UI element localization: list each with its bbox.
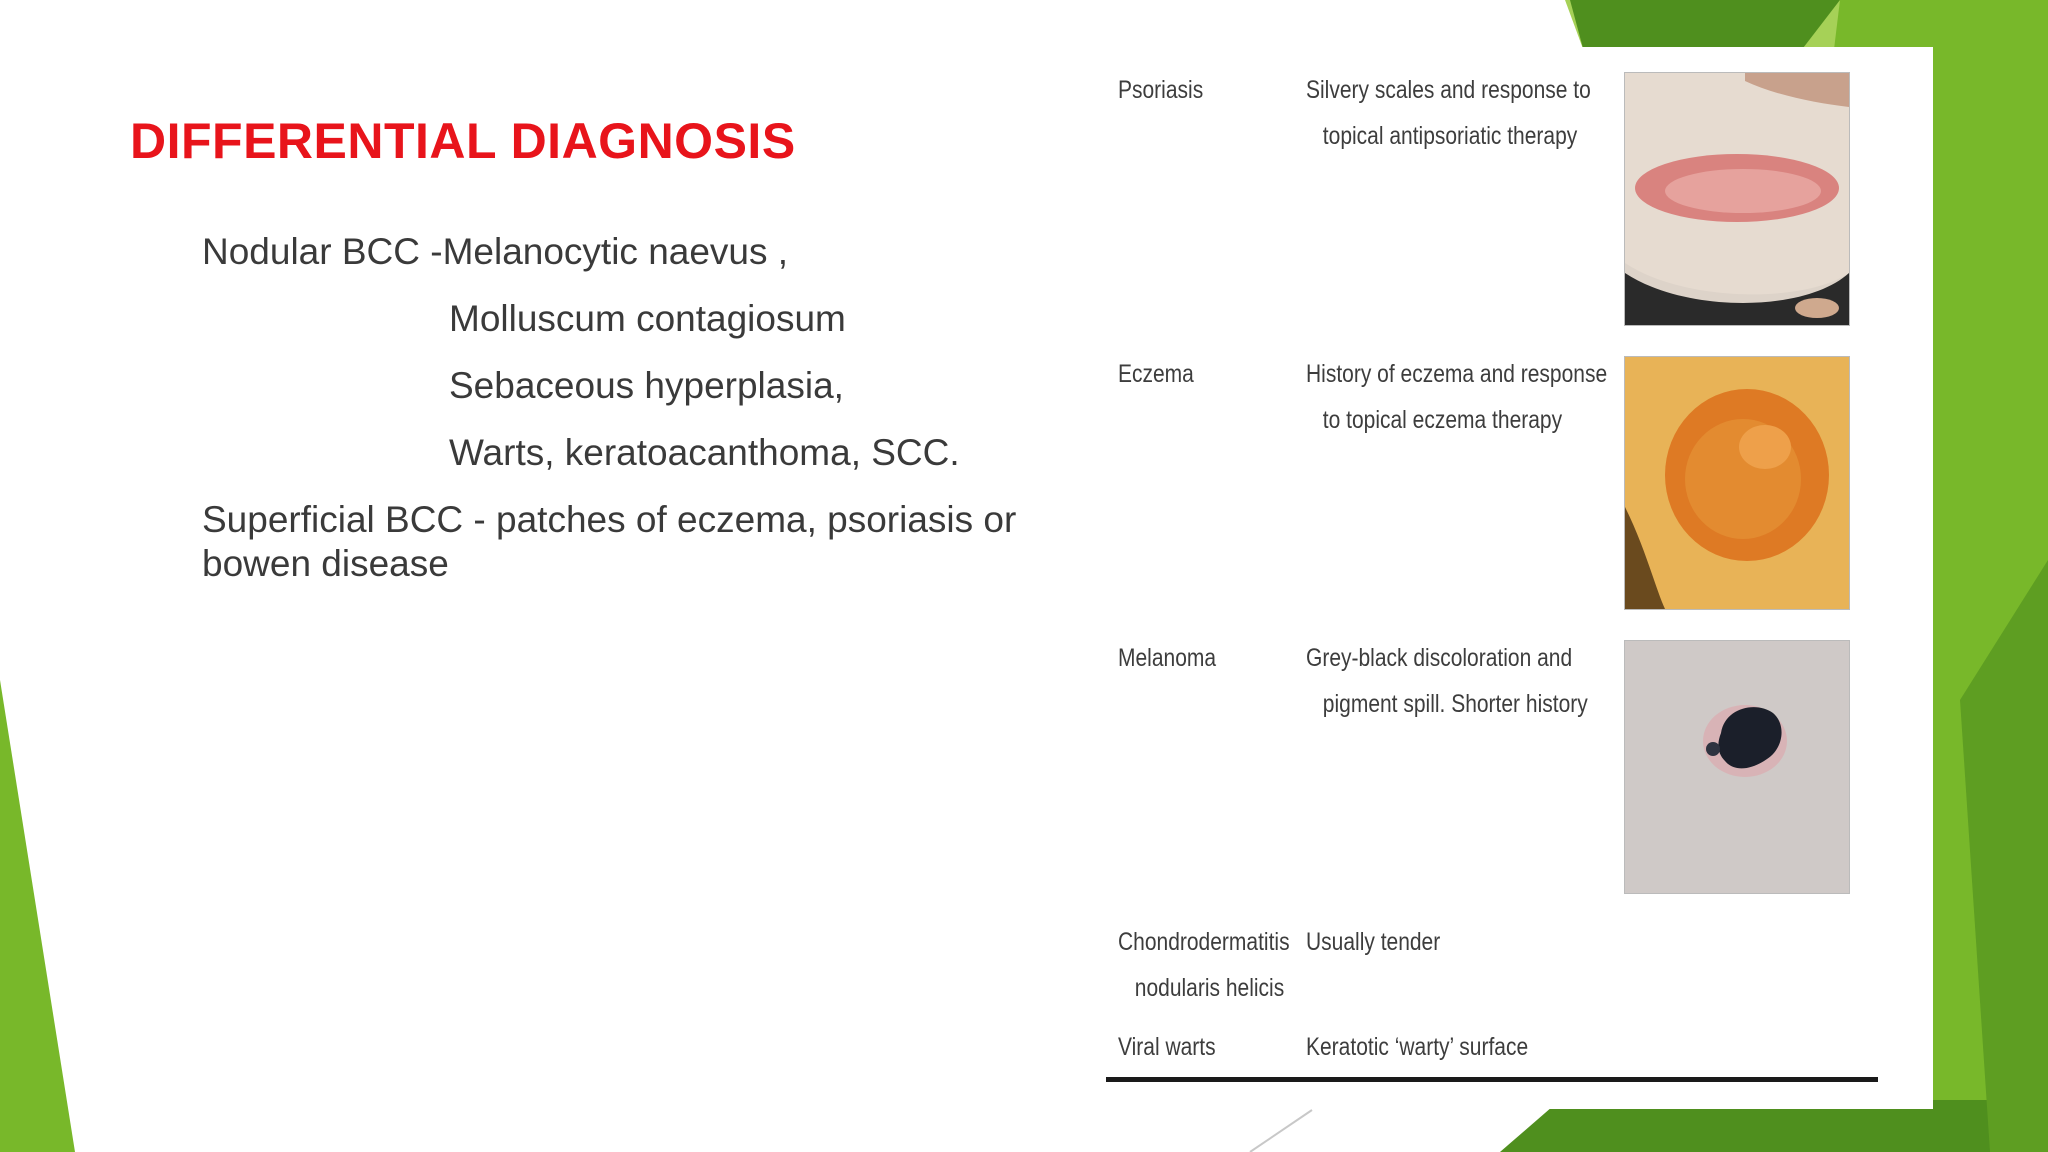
bullet-superficial-bcc: Superficial BCC - patches of eczema, psoriasis or xyxy=(202,499,1017,540)
condition-name: Chondrodermatitis xyxy=(1118,928,1290,956)
faint-divider-line xyxy=(1250,1110,1312,1152)
feature-cell xyxy=(1306,635,1588,727)
feature-cell xyxy=(1306,1024,1528,1070)
condition-name: Eczema xyxy=(1118,360,1194,388)
condition-cell xyxy=(1118,919,1290,1011)
left-edge-green-shape xyxy=(0,680,75,1152)
slide-title: DIFFERENTIAL DIAGNOSIS xyxy=(130,113,796,169)
feature-text: Keratotic ‘warty’ surface xyxy=(1306,1033,1529,1061)
feature-text-continued: pigment spill. Shorter history xyxy=(1322,690,1588,718)
bullet-sebaceous: Sebaceous hyperplasia, xyxy=(449,365,844,406)
feature-text-continued: topical antipsoriatic therapy xyxy=(1322,122,1578,150)
condition-name-continued: nodularis helicis xyxy=(1134,974,1285,1002)
melanoma-photo xyxy=(1624,640,1850,894)
differential-diagnosis-table-figure xyxy=(1088,47,1933,1109)
feature-cell xyxy=(1306,919,1440,965)
condition-cell xyxy=(1118,635,1216,681)
bullet-superficial-bcc-continued: bowen disease xyxy=(202,543,449,584)
thumb-shape xyxy=(1795,298,1839,318)
condition-cell xyxy=(1118,67,1203,113)
bullet-nodular-bcc: Nodular BCC -Melanocytic naevus , xyxy=(202,231,789,272)
eczema-photo xyxy=(1624,356,1850,610)
feature-text: Grey-black discoloration and xyxy=(1306,644,1573,672)
feature-cell xyxy=(1306,67,1591,159)
feature-cell xyxy=(1306,351,1607,443)
condition-name: Viral warts xyxy=(1118,1033,1216,1061)
eczema-highlight xyxy=(1739,425,1791,469)
melanoma-skin-image xyxy=(1625,641,1849,893)
feature-text: Usually tender xyxy=(1306,928,1441,956)
feature-text-continued: to topical eczema therapy xyxy=(1322,406,1563,434)
pigment-spill xyxy=(1706,742,1720,756)
bullet-warts: Warts, keratoacanthoma, SCC. xyxy=(449,432,960,473)
condition-name: Melanoma xyxy=(1118,644,1217,672)
plaque-center xyxy=(1665,169,1821,213)
eczema-skin-image xyxy=(1625,357,1849,609)
condition-name: Psoriasis xyxy=(1118,76,1204,104)
psoriasis-skin-image xyxy=(1625,73,1849,325)
diagnosis-text-block xyxy=(202,230,1082,609)
bullet-molluscum: Molluscum contagiosum xyxy=(449,298,846,339)
psoriasis-photo xyxy=(1624,72,1850,326)
condition-cell xyxy=(1118,1024,1216,1070)
feature-text: History of eczema and response xyxy=(1306,360,1608,388)
table-bottom-rule xyxy=(1106,1077,1878,1082)
feature-text: Silvery scales and response to xyxy=(1306,76,1591,104)
condition-cell xyxy=(1118,351,1194,397)
